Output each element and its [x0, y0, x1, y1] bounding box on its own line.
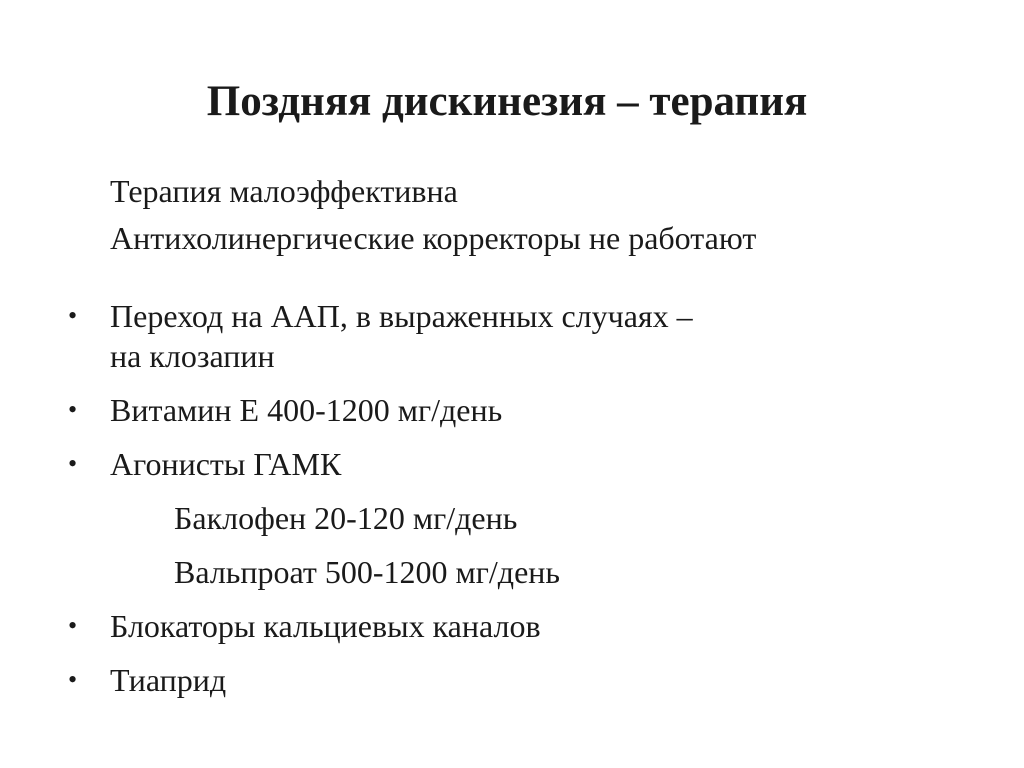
- slide-title: Поздняя дискинезия – терапия: [206, 78, 808, 125]
- intro-line: Антихолинергические корректоры не работают: [110, 220, 757, 256]
- sub-item: Вальпроат 500-1200 мг/день: [174, 554, 560, 590]
- list-item: [0, 606, 1024, 646]
- list-item-text: Агонисты ГАМК: [110, 446, 342, 482]
- bullet-icon: •: [68, 665, 78, 694]
- intro-text: [110, 168, 756, 262]
- bullet-icon: •: [68, 611, 78, 640]
- bullet-icon: •: [68, 395, 78, 424]
- list-item-text: Блокаторы кальциевых каналов: [110, 608, 541, 644]
- bullet-list: [0, 296, 1024, 714]
- list-item: [0, 296, 1024, 376]
- list-item-text: Тиаприд: [110, 662, 227, 698]
- list-item-text: на клозапин: [110, 338, 275, 374]
- list-item: [0, 444, 1024, 484]
- intro-line: Терапия малоэффективна: [110, 173, 458, 209]
- list-item-text: Переход на ААП, в выраженных случаях –: [110, 298, 693, 334]
- bullet-icon: •: [68, 301, 78, 330]
- bullet-icon: •: [68, 449, 78, 478]
- list-item: [0, 660, 1024, 700]
- list-item: [0, 390, 1024, 430]
- sub-item: Баклофен 20-120 мг/день: [174, 500, 518, 536]
- list-item-text: Витамин Е 400-1200 мг/день: [110, 392, 503, 428]
